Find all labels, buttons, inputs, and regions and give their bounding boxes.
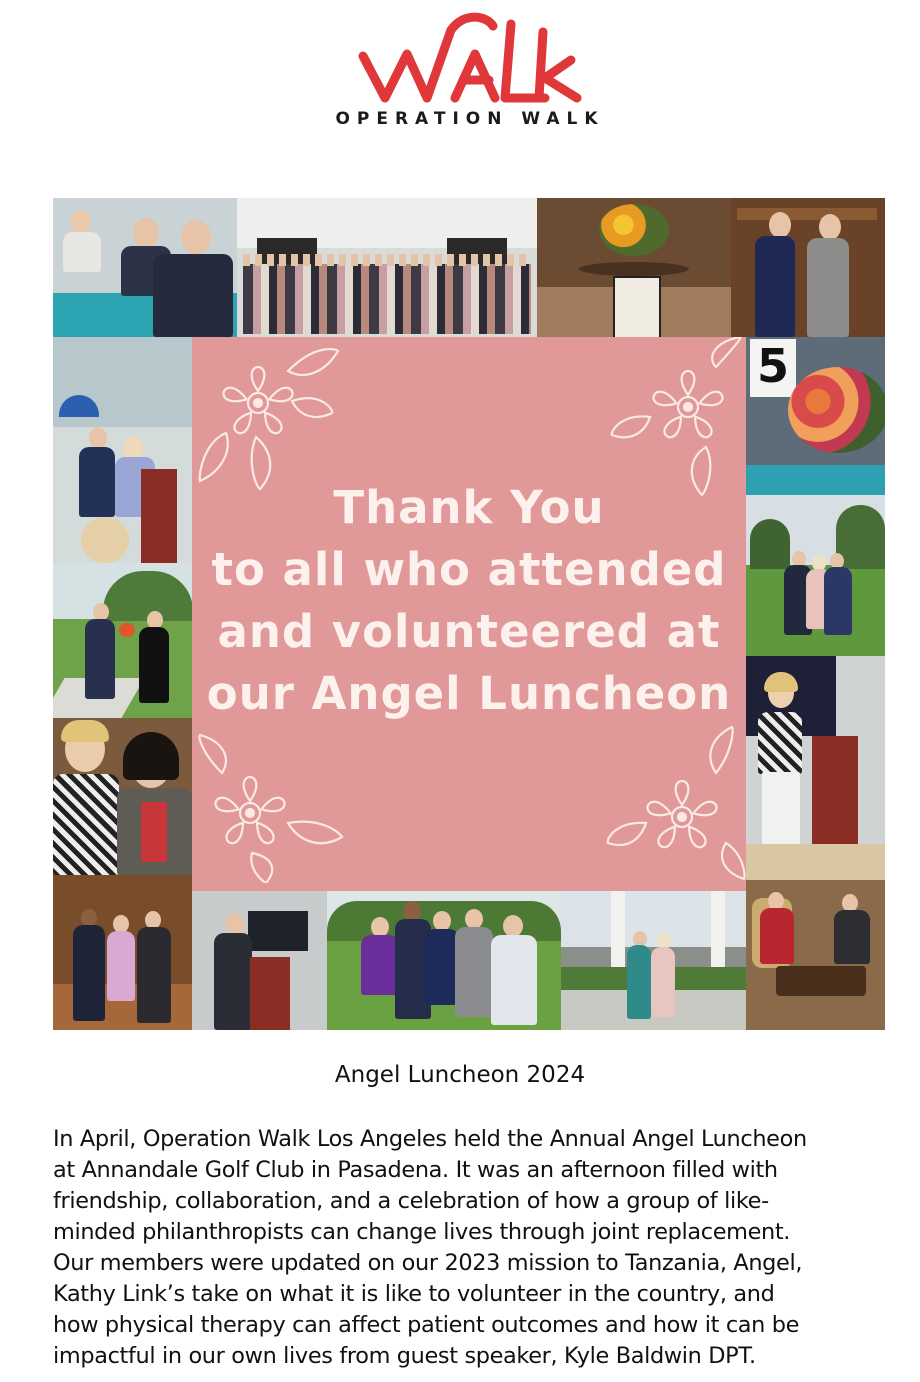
body-line: impactful in our own lives from guest speaker, Kyle Baldwin DPT. xyxy=(53,1343,756,1369)
operation-walk-logo xyxy=(0,0,920,140)
photo-three-on-lawn xyxy=(746,495,885,656)
body-line: Our members were updated on our 2023 mission to Tanzania, Angel, xyxy=(53,1250,803,1276)
photo-women-at-table xyxy=(53,198,237,337)
body-line: In April, Operation Walk Los Angeles held the Annual Angel Luncheon xyxy=(53,1126,807,1152)
flower-top-left-icon xyxy=(196,341,346,491)
body-line: Kathy Link’s take on what it is like to volunteer in the country, and xyxy=(53,1281,775,1307)
thank-you-headline xyxy=(192,477,746,725)
photo-two-women-closeup xyxy=(53,718,192,875)
article-body xyxy=(53,1124,893,1372)
body-line: how physical therapy can affect patient outcomes and how it can be xyxy=(53,1312,800,1338)
photo-woman-speaking xyxy=(746,656,885,844)
walk-wordmark-icon xyxy=(355,6,585,106)
body-line: minded philanthropists can change lives through joint replacement. xyxy=(53,1219,791,1245)
photo-group-portrait xyxy=(237,198,537,337)
table-number: 5 xyxy=(756,339,789,393)
photo-flower-arrangement-sign xyxy=(537,198,731,337)
photo-man-at-podium xyxy=(192,891,327,1030)
body-line: friendship, collaboration, and a celebration of how a group of like- xyxy=(53,1188,769,1214)
photo-table-number-tulips xyxy=(746,337,885,495)
thank-you-panel xyxy=(192,337,746,891)
photo-collage xyxy=(53,198,885,1030)
flower-top-right-icon xyxy=(606,337,746,497)
photo-speakers-podium xyxy=(53,337,192,563)
flower-bottom-left-icon xyxy=(192,733,352,883)
headline-line-1: Thank You xyxy=(333,481,605,534)
body-line: at Annandale Golf Club in Pasadena. It was an afternoon filled with xyxy=(53,1157,778,1183)
photo-two-by-entrance xyxy=(561,891,746,1030)
headline-line-2: to all who attended xyxy=(211,543,727,596)
photo-three-in-library xyxy=(53,875,192,1030)
photo-two-women-fireplace xyxy=(731,198,885,337)
photo-lounge-seating xyxy=(746,844,885,1030)
flower-bottom-right-icon xyxy=(606,723,746,887)
logo-subtitle: OPERATION WALK xyxy=(335,109,605,129)
article-title: Angel Luncheon 2024 xyxy=(334,1062,586,1088)
photo-man-giving-flowers xyxy=(53,563,192,718)
photo-five-on-lawn xyxy=(327,891,561,1030)
headline-line-4: our Angel Luncheon xyxy=(206,667,732,720)
headline-line-3: and volunteered at xyxy=(217,605,721,658)
